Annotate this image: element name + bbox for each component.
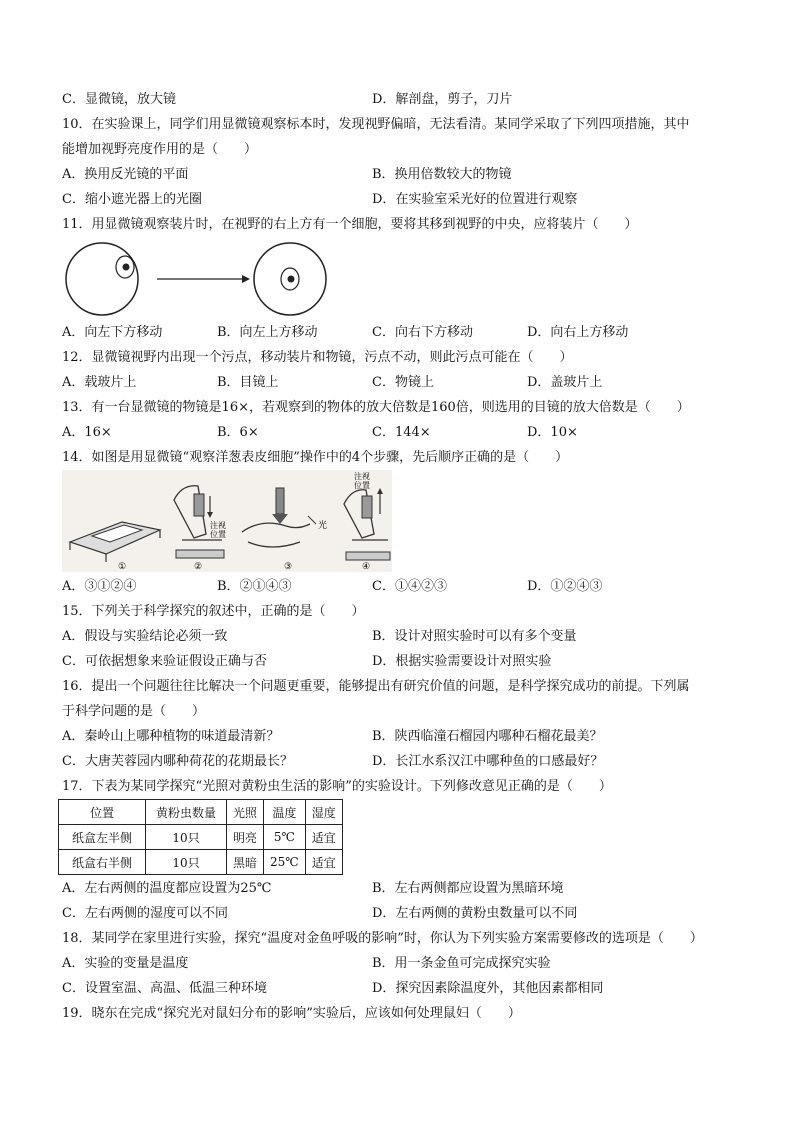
step2-label-gaze: 注视 bbox=[210, 521, 226, 530]
table-cell: 明亮 bbox=[227, 825, 264, 850]
table-cell: 纸盒右半侧 bbox=[59, 850, 146, 875]
nucleus-after bbox=[288, 276, 295, 283]
q10-stem-line2: 能增加视野亮度作用的是（ ） bbox=[62, 142, 258, 157]
q13-option-c: C．144× bbox=[372, 425, 431, 440]
q14-figure bbox=[62, 470, 392, 572]
q11-figure bbox=[62, 240, 342, 320]
q10-option-a: A．换用反光镜的平面 bbox=[62, 167, 189, 182]
q10-option-c: C．缩小遮光器上的光圈 bbox=[62, 192, 202, 207]
q15-option-b: B．设计对照实验时可以有多个变量 bbox=[372, 629, 577, 644]
step4-number: ④ bbox=[362, 562, 371, 572]
step2-label-position: 位置 bbox=[210, 530, 226, 539]
q15-stem: 15．下列关于科学探究的叙述中，正确的是（ ） bbox=[62, 604, 365, 619]
step3-light-label: 光 bbox=[318, 521, 328, 531]
q13-option-a: A．16× bbox=[62, 425, 112, 440]
step2-number: ② bbox=[194, 562, 203, 572]
q15-option-a: A．假设与实验结论必须一致 bbox=[62, 629, 228, 644]
q16-option-c: C．大唐芙蓉园内哪种荷花的花期最长？ bbox=[62, 754, 293, 769]
table-cell: 纸盒左半侧 bbox=[59, 825, 146, 850]
q16-stem-line2: 于科学问题的是（ ） bbox=[62, 704, 206, 719]
q13-option-d: D．10× bbox=[527, 425, 578, 440]
q19-stem: 19．晓东在完成“探究光对鼠妇分布的影响”实验后，应该如何处理鼠妇（ ） bbox=[62, 1006, 521, 1021]
arrow-head-icon bbox=[242, 275, 250, 283]
table-header-row bbox=[59, 800, 343, 825]
q14-stem: 14．如图是用显微镜“观察洋葱表皮细胞”操作中的4个步骤，先后顺序正确的是（ ） bbox=[62, 450, 569, 465]
q12-option-a: A．载玻片上 bbox=[62, 375, 137, 390]
q10-option-b: B．换用倍数较大的物镜 bbox=[372, 167, 512, 182]
table-cell: 10只 bbox=[146, 850, 227, 875]
q11-option-d: D．向右上方移动 bbox=[527, 325, 629, 340]
q17-option-a: A．左右两侧的温度都应设置为25℃ bbox=[62, 881, 272, 896]
q14-option-d: D．①②④③ bbox=[527, 579, 603, 594]
q10-option-d: D．在实验室采光好的位置进行观察 bbox=[372, 192, 578, 207]
q11-option-b: B．向左上方移动 bbox=[217, 325, 318, 340]
nucleus-before bbox=[123, 264, 130, 271]
q17-option-b: B．左右两侧都应设置为黑暗环境 bbox=[372, 881, 564, 896]
q18-option-c: C．设置室温、高温、低温三种环境 bbox=[62, 981, 267, 996]
step3-number: ③ bbox=[284, 562, 293, 572]
step4-label-position: 位置 bbox=[354, 481, 370, 490]
table-header-cell: 黄粉虫数量 bbox=[146, 800, 227, 825]
table-cell: 适宜 bbox=[305, 850, 342, 875]
table-row bbox=[59, 825, 343, 850]
q12-stem: 12．显微镜视野内出现一个污点，移动装片和物镜，污点不动，则此污点可能在（ ） bbox=[62, 350, 573, 365]
table-header-cell: 温度 bbox=[264, 800, 306, 825]
step1-number: ① bbox=[118, 562, 127, 572]
q11-stem: 11．用显微镜观察装片时，在视野的右上方有一个细胞，要将其移到视野的中央，应将装片（ ） bbox=[62, 217, 638, 232]
q11-option-c: C．向右下方移动 bbox=[372, 325, 473, 340]
q13-option-b: B．6× bbox=[217, 425, 259, 440]
q18-option-a: A．实验的变量是温度 bbox=[62, 956, 189, 971]
q16-option-a: A．秦岭山上哪种植物的味道最清新？ bbox=[62, 729, 280, 744]
table-header-cell: 湿度 bbox=[305, 800, 342, 825]
q12-option-b: B．目镜上 bbox=[217, 375, 279, 390]
q18-option-d: D．探究因素除温度外，其他因素都相同 bbox=[372, 981, 604, 996]
q15-option-c: C．可依据想象来验证假设正确与否 bbox=[62, 654, 267, 669]
q12-option-c: C．物镜上 bbox=[372, 375, 434, 390]
table-cell: 适宜 bbox=[305, 825, 342, 850]
q17-experiment-table bbox=[58, 799, 343, 875]
q11-option-a: A．向左下方移动 bbox=[62, 325, 163, 340]
q14-option-a: A．③①②④ bbox=[62, 579, 137, 594]
q13-stem: 13．有一台显微镜的物镜是16×，若观察到的物体的放大倍数是160倍，则选用的目镜的放大倍数是（ ） bbox=[62, 400, 690, 415]
q18-stem: 18．某同学在家里进行实验，探究“温度对金鱼呼吸的影响”时，你认为下列实验方案需要修改的选项是（ ） bbox=[62, 931, 703, 946]
q17-stem: 17．下表为某同学探究“光照对黄粉虫生活的影响”的实验设计。下列修改意见正确的是（ ） bbox=[62, 779, 612, 794]
field-of-view-before bbox=[66, 243, 138, 315]
q14-option-b: B．②①④③ bbox=[217, 579, 292, 594]
table-cell: 25℃ bbox=[264, 850, 306, 875]
q17-option-c: C．左右两侧的湿度可以不同 bbox=[62, 906, 228, 921]
q16-option-d: D．长江水系汉江中哪种鱼的口感最好？ bbox=[372, 754, 604, 769]
q10-stem-line1: 10．在实验课上，同学们用显微镜观察标本时，发现视野偏暗，无法看清。某同学采取了下列四项措施，其中 bbox=[62, 117, 690, 132]
q15-option-d: D．根据实验需要设计对照实验 bbox=[372, 654, 552, 669]
step4-label-gaze: 注视 bbox=[354, 472, 370, 481]
q12-option-d: D．盖玻片上 bbox=[527, 375, 603, 390]
q16-stem-line1: 16．提出一个问题往往比解决一个问题更重要，能够提出有研究价值的问题，是科学探究成功的前提。下列属 bbox=[62, 679, 690, 694]
table-cell: 10只 bbox=[146, 825, 227, 850]
q9-option-d: D．解剖盘，剪子，刀片 bbox=[372, 92, 513, 107]
q14-option-c: C．①④②③ bbox=[372, 579, 447, 594]
figure-background bbox=[62, 470, 392, 572]
table-header-cell: 位置 bbox=[59, 800, 146, 825]
q18-option-b: B．用一条金鱼可完成探究实验 bbox=[372, 956, 551, 971]
q16-option-b: B．陕西临潼石榴园内哪种石榴花最美？ bbox=[372, 729, 603, 744]
table-cell: 黑暗 bbox=[227, 850, 264, 875]
q17-option-d: D．左右两侧的黄粉虫数量可以不同 bbox=[372, 906, 578, 921]
table-header-cell: 光照 bbox=[227, 800, 264, 825]
table-row bbox=[59, 850, 343, 875]
q9-option-c: C．显微镜，放大镜 bbox=[62, 92, 176, 107]
table-cell: 5℃ bbox=[264, 825, 306, 850]
